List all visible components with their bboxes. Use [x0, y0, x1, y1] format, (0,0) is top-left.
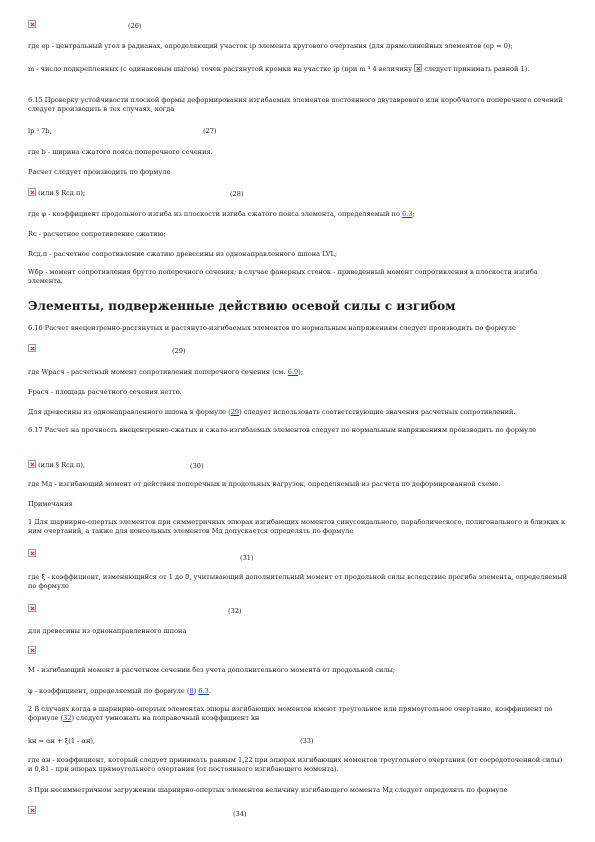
paragraph-wrasch-end: ); — [298, 368, 304, 376]
paragraph-ep: где ep - центральный угол в радианах, определяющий участок ip элемента кругового очертания (для прямолинейных элементов (ep = 0); — [28, 42, 513, 50]
link-eq-29[interactable]: 29 — [230, 408, 240, 416]
link-6-3[interactable]: 6.3 — [402, 210, 413, 218]
equation-number: (34) — [233, 810, 247, 818]
note-2 — [28, 705, 568, 723]
broken-image-icon — [28, 646, 36, 654]
paragraph-6-15: 6.15 Проверку устойчивости плоской формы деформирования изгибаемых элементов постоянного двутаврового или коробчатого поперечного сечений следует производить в тех случаях, когда — [28, 96, 563, 113]
broken-image-icon — [28, 460, 36, 468]
paragraph-calc: Расчет следует производить по формуле — [28, 168, 171, 176]
section-heading: Элементы, подверженные действию осевой силы с изгибом — [28, 299, 456, 313]
equation-number: (29) — [172, 347, 186, 355]
equation-number: (31) — [240, 554, 254, 562]
broken-image-icon — [28, 20, 36, 28]
equation-number: (27) — [203, 127, 217, 135]
link-eq-32[interactable]: 32 — [63, 714, 72, 722]
link-6-3[interactable]: 6.3 — [198, 687, 209, 695]
paragraph-m-text-end: следует принимать равной 1). — [424, 65, 530, 73]
equation-number: (30) — [190, 462, 204, 470]
broken-image-icon — [28, 604, 36, 612]
formula-27: lp ³ 7b, — [28, 127, 52, 135]
paragraph-lvl-panel: для древесины из однонаправленного шпона — [28, 627, 187, 635]
paragraph-wrasch-text: где Wрасч - расчетный момент сопротивления поперечного сечения (см. — [28, 368, 286, 376]
paragraph-phi-2-mid: ) — [193, 687, 199, 695]
broken-image-icon — [414, 64, 422, 72]
paragraph-frasch: Fрасч - площадь расчетного сечения нетто. — [28, 388, 182, 396]
paragraph-alpha: где αн - коэффициент, который следует принимать равным 1,22 при эпюрах изгибающих моментов треугольного очертания (от сосредоточенной силы) и 0,81 - при эпюрах прямоугольного очертания (от постоянного изгибающего момента). — [28, 756, 563, 773]
paragraph-lvl-29 — [28, 408, 568, 417]
paragraph-lvl-29-end: ) следует использовать соответствующие значения расчетных сопротивлений. — [239, 408, 516, 416]
paragraph-phi-end: ; — [412, 210, 415, 218]
formula-33: kн = αн + ξ(1 - αн), — [28, 737, 96, 745]
paragraph-phi-2 — [28, 687, 568, 696]
equation-number: (33) — [300, 737, 314, 745]
formula-28 — [28, 188, 85, 198]
broken-image-icon — [28, 549, 36, 557]
broken-image-icon — [28, 188, 36, 196]
paragraph-md: где Мд - изгибающий момент от действия поперечных и продольных нагрузок, определяемый из расчета по деформированной схеме. — [28, 480, 501, 488]
link-eq-8[interactable]: 8 — [189, 687, 194, 695]
link-6-9[interactable]: 6.9 — [287, 368, 299, 376]
paragraph-M: М - изгибающий момент в расчетном сечении без учета дополнительного момента от продольной силы; — [28, 666, 396, 674]
note-3: 3 При несимметричном загружении шарнирно-опертых элементов величину изгибающего момента Мд следует определять по формуле — [28, 786, 508, 794]
note-1: 1 Для шарнирно-опертых элементов при симметричных эпюрах изгибающих моментов синусоидального, параболического, полигонального и близких к ним очертаний, а также для консольных элементов Мд допускается определять по формуле — [28, 518, 566, 535]
paragraph-rcdp: Rсд.п - расчетное сопротивление сжатию древесины из однонаправленного шпона LVL; — [28, 250, 338, 258]
broken-image-icon — [28, 344, 36, 352]
paragraph-phi-2-text: φ - коэффициент, определяемый по формуле ( — [28, 687, 190, 695]
paragraph-phi-2-end: . — [208, 687, 211, 695]
formula-28-text: (или § Rсд.п); — [38, 189, 86, 197]
paragraph-rc: Rc - расчетное сопротивление сжатию; — [28, 230, 166, 238]
paragraph-lvl-29-text: Для древесины из однонаправленного шпона в формуле ( — [28, 408, 231, 416]
equation-number: (28) — [230, 190, 244, 198]
formula-30 — [28, 460, 85, 470]
paragraph-m-text: m - число подкрепленных (с одинаковым шагом) точек растянутой кромки на участке ip (при m ³ 4 величину — [28, 65, 412, 73]
paragraph-wbr: Wбр - момент сопротивления брутто поперечного сечения; в случае фанерных стенок - приведенный момент сопротивления в плоскости изгиба элемента. — [28, 268, 538, 285]
formula-30-text: (или § Rсд.п), — [38, 461, 86, 469]
paragraph-6-16: 6.16 Расчет внецентренно-растянутых и растянуто-изгибаемых элементов по нормальным напряжениям следует производить по формуле — [28, 324, 516, 332]
paragraph-phi — [28, 210, 568, 219]
paragraph-xi: где ξ - коэффициент, изменяющийся от 1 до 0, учитывающий дополнительный момент от продольной силы вследствие прогиба элемента, определяемый по формуле — [28, 573, 568, 590]
paragraph-m — [28, 64, 568, 74]
equation-number: (32) — [228, 607, 242, 615]
paragraph-b: где b - ширина сжатого пояса поперечного сечения. — [28, 148, 213, 156]
paragraph-wrasch — [28, 368, 568, 377]
notes-heading: Примечания — [28, 500, 73, 508]
note-2-end: ) следует умножать на поправочный коэффициент kн — [71, 714, 260, 722]
broken-image-icon — [28, 806, 36, 814]
paragraph-phi-text: где φ - коэффициент продольного изгиба из плоскости изгиба сжатого пояса элемента, определяемый по — [28, 210, 400, 218]
paragraph-6-17: 6.17 Расчет на прочность внецентренно-сжатых и сжато-изгибаемых элементов следует по нормальным напряжениям производить по формуле — [28, 426, 537, 434]
note-2-text: 2 В случаях когда в шарнирно-опертых элементах эпюры изгибающих моментов имеют треугольное или прямоугольное очертание, коэффициент по формуле ( — [28, 705, 553, 722]
equation-number: (26) — [128, 22, 142, 30]
